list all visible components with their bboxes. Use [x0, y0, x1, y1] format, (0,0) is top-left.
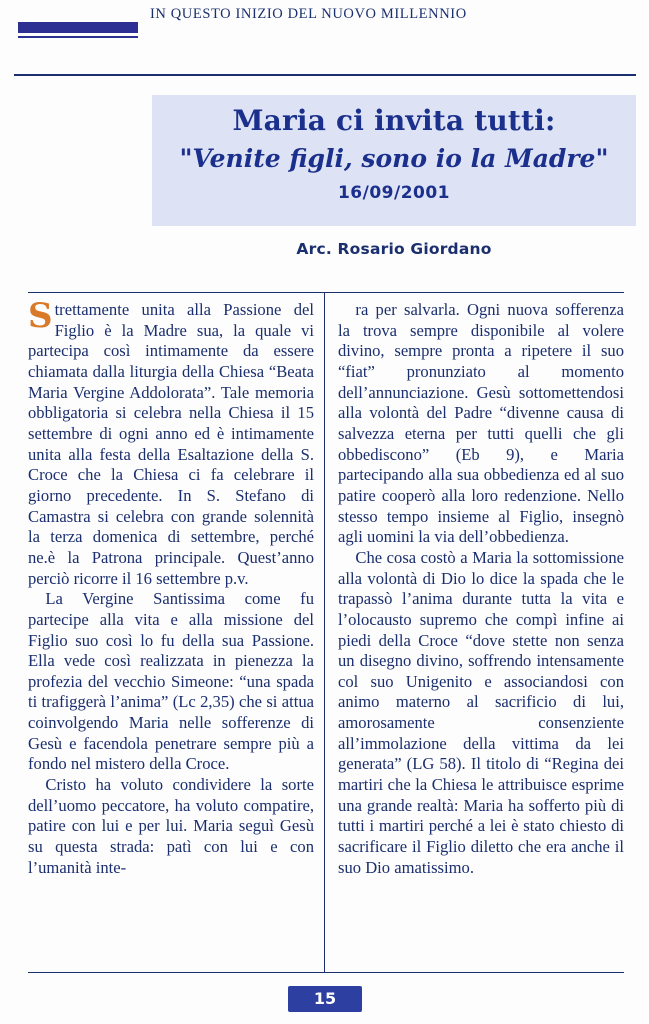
article-byline: Arc. Rosario Giordano [296, 240, 492, 258]
body-paragraph: Che cosa costò a Maria la sottomissione alla volontà di Dio lo dice la spada che le trapassò l’anima durante tutta la vita e l’olocausto supremo che compì infine ai piedi della Croce “dove stette non senza un disegno divino, soffrendo intensamente col suo Unigenito e associandosi con animo materno al sacrificio di lui, amorosamente consenziente all’immolazione della vittima da lei generata” (LG 58). Il titolo di “Regina dei martiri che la Chiesa le attribuisce esprime una grande realtà: Maria ha sofferto più di tutti i martiri perché a lei è stato chiesto di sacrificare il Figlio diletto che era anche il suo Dio amatissimo. [338, 547, 624, 877]
header-band-rule [18, 36, 138, 38]
column-divider-rule [324, 292, 325, 973]
body-paragraph: ra per salvarla. Ogni nuova sofferenza la trova sempre disponibile al volere divino, sempre pronta a ripetere il suo “fiat” pronunziato al momento dell’annunciazione. Gesù sottomettendosi alla volontà del Padre “divenne causa di salvezza eterna per tutti quelli che gli obbediscono” (Eb 9), e Maria partecipando alla sua obbedienza ed al suo patire cooperò alla loro redenzione. Nello stesso tempo insieme al Figlio, insegnò agli uomini la via dell’obbedienza. [338, 300, 624, 547]
article-subtitle: "Venite figli, sono io la Madre" [179, 144, 609, 174]
body-column-left [28, 296, 314, 878]
body-paragraph: La Vergine Santissima come fu partecipe alla vita e alla missione del Figlio suo così lo fu della sua Passione. Ella vede così realizzata in pienezza la profezia del vecchio Simeone: “una spada ti trafiggerà l’anima” (Lc 2,35) che si attua coinvolgendo Maria nelle sofferenze di Gesù e facendola penetrare sempre più a fondo nel mistero della Croce. [28, 589, 314, 774]
columns-top-rule [28, 292, 624, 293]
body-column-right [338, 300, 624, 878]
article-title-block [152, 95, 636, 226]
page-number: 15 [313, 989, 337, 1008]
page-number-badge [288, 986, 362, 1012]
drop-cap: S [28, 296, 53, 336]
body-paragraph: Cristo ha voluto condividere la sorte dell’uomo peccatore, ha voluto compatire, patire con lui e per lui. Maria seguì Gesù su questa strada: patì con lui e con l’umanità inte- [28, 775, 314, 877]
article-title: Maria ci invita tutti: [232, 104, 556, 137]
body-paragraph: Strettamente unita alla Passione del Figlio è la Madre sua, la quale vi partecipa così intimamente da essere chiamata dalla liturgia della Chiesa “Beata Maria Vergine Addolorata”. Tale memoria obbligatoria si celebra nella Chiesa il 15 settembre di ogni anno ed è intimamente unita alla festa della Esaltazione della S. Croce che la Chiesa ci fa celebrare il giorno precedente. In S. Stefano di Camastra si celebra con grande solennità la terza domenica di settembre, perché ne.è la Patrona principale. Quest’anno perciò ricorre il 16 settembre p.v. [28, 296, 314, 588]
article-date: 16/09/2001 [337, 182, 451, 203]
columns-bottom-rule [28, 972, 624, 973]
header-color-band [18, 22, 138, 33]
running-head: IN QUESTO INIZIO DEL NUOVO MILLENNIO [150, 6, 467, 22]
header-divider-rule [14, 74, 636, 76]
